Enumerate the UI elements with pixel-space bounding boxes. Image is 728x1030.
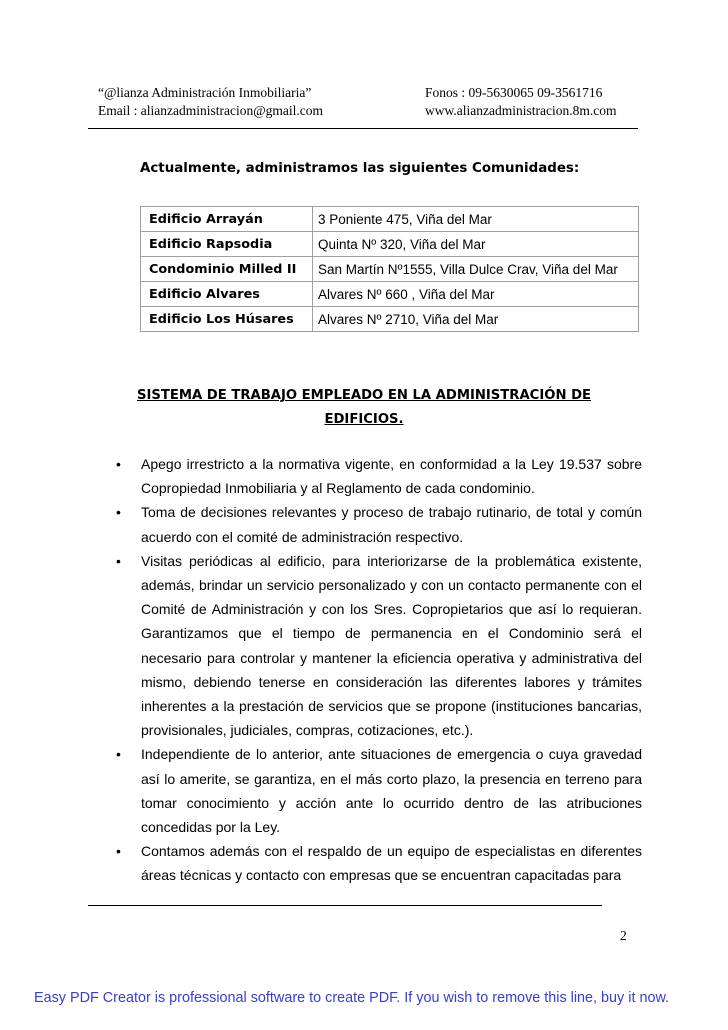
list-item-text: Toma de decisiones relevantes y proceso de trabajo rutinario, de total y común acuerdo con el comité de administración respectivo.	[141, 504, 642, 545]
bullet-icon: •	[116, 504, 121, 521]
list-item	[116, 839, 642, 887]
bullet-icon: •	[116, 456, 121, 472]
header-phones: Fonos : 09-5630065 09-3561716	[425, 85, 603, 100]
communities-table	[140, 206, 639, 332]
work-system-list	[116, 452, 642, 888]
pdf-creator-banner[interactable]: Easy PDF Creator is professional software to create PDF. If you wish to remove this line, buy it now.	[34, 990, 670, 1006]
intro-heading: Actualmente, administramos las siguientes Comunidades:	[140, 161, 580, 176]
list-item-text: Contamos además con el respaldo de un equipo de especialistas en diferentes áreas técnicas y contacto con empresas que se encuentran capacitadas para	[141, 843, 642, 884]
bullet-icon: •	[116, 746, 121, 763]
table-row	[141, 282, 639, 307]
bullet-icon: •	[116, 843, 121, 860]
header-email: Email : alianzadministracion@gmail.com	[98, 103, 323, 118]
page-number: 2	[620, 928, 627, 943]
community-name: Edificio Alvares	[141, 282, 313, 307]
community-address: Quinta Nº 320, Viña del Mar	[313, 232, 639, 257]
table-row	[141, 257, 639, 282]
community-name: Edificio Rapsodia	[141, 232, 313, 257]
list-item	[116, 742, 642, 839]
list-item-text: Independiente de lo anterior, ante situaciones de emergencia o cuya gravedad así lo amerite, se garantiza, en el más corto plazo, la presencia en terreno para tomar conocimiento y acción ante lo ocurrido dentro de las atribuciones concedidas por la Ley.	[141, 746, 642, 836]
community-name: Edificio Los Húsares	[141, 307, 313, 332]
table-row	[141, 307, 639, 332]
community-name: Edificio Arrayán	[141, 207, 313, 232]
community-address: Alvares Nº 660 , Viña del Mar	[313, 282, 639, 307]
table-row	[141, 207, 639, 232]
list-item-text: Apego irrestricto a la normativa vigente, en conformidad a la Ley 19.537 sobre Copropiedad Inmobiliaria y al Reglamento de cada condominio.	[141, 456, 642, 497]
header-website: www.alianzadministracion.8m.com	[425, 103, 617, 118]
section-title: SISTEMA DE TRABAJO EMPLEADO EN LA ADMINISTRACIÓN DE EDIFICIOS.	[136, 388, 592, 427]
footer-divider	[88, 905, 602, 906]
table-row	[141, 232, 639, 257]
list-item-text: Visitas periódicas al edificio, para interiorizarse de la problemática existente, además, brindar un servicio personalizado y con un contacto permanente con el Comité de Administración y con los Sres. Copropietarios que así lo requieran. Garantizamos que el tiempo de permanencia en el Condominio será el necesario para controlar y mantener la eficiencia operativa y administrativa del mismo, debiendo tenerse en consideración las diferentes labores y trámites inherentes a la prestación de servicios que se propone (instituciones bancarias, provisionales, judiciales, compras, cotizaciones, etc.).	[141, 552, 642, 739]
list-item	[116, 452, 642, 500]
header-company-name: “@lianza Administración Inmobiliaria”	[98, 85, 312, 100]
community-name: Condominio Milled II	[141, 257, 313, 282]
community-address: Alvares Nº 2710, Viña del Mar	[313, 307, 639, 332]
list-item	[116, 549, 642, 743]
list-item	[116, 500, 642, 548]
bullet-icon: •	[116, 552, 121, 569]
community-address: 3 Poniente 475, Viña del Mar	[313, 207, 639, 232]
header-divider	[88, 128, 638, 129]
community-address: San Martín Nº1555, Villa Dulce Crav, Viña del Mar	[313, 257, 639, 282]
